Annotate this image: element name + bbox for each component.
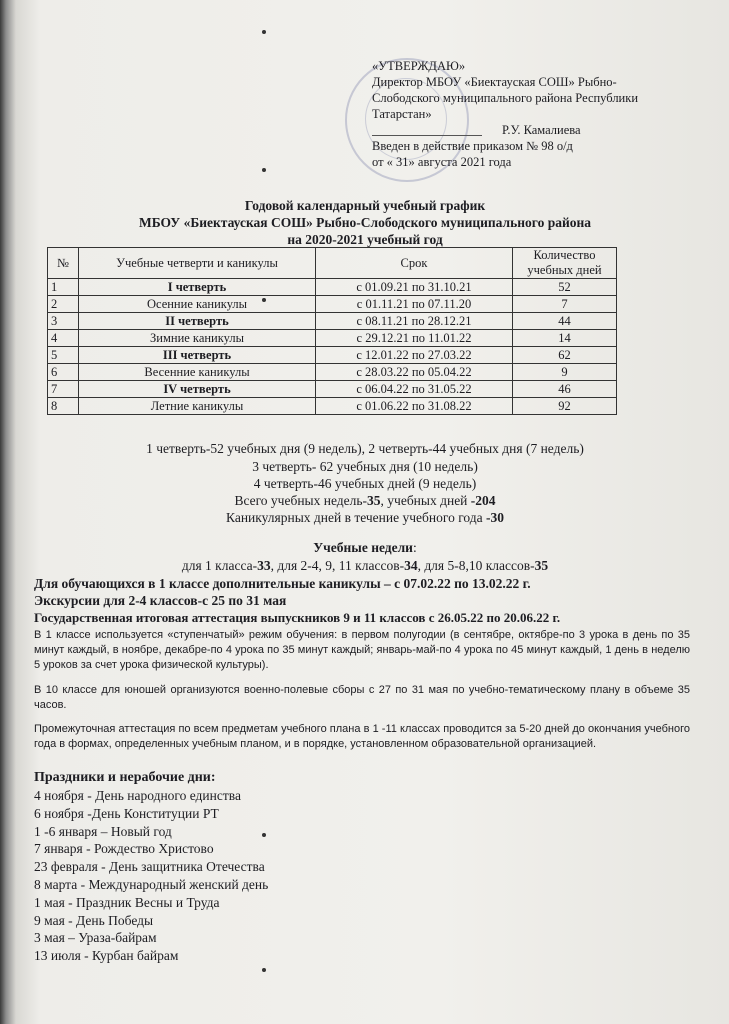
row-days: 62 xyxy=(513,347,617,364)
row-num: 4 xyxy=(48,330,79,347)
row-term: с 01.11.21 по 07.11.20 xyxy=(316,296,513,313)
header-days: Количество учебных дней xyxy=(513,248,617,279)
approval-order: Введен в действие приказом № 98 о/д xyxy=(372,139,573,153)
list-item: 7 января - Рождество Христово xyxy=(34,841,214,857)
header-period: Учебные четверти и каникулы xyxy=(79,248,316,279)
list-item: 1 мая - Праздник Весны и Труда xyxy=(34,894,220,910)
total-days-value: -204 xyxy=(470,493,496,508)
row-num: 8 xyxy=(48,398,79,415)
header-term: Срок xyxy=(316,248,513,279)
header-num: № xyxy=(48,248,79,279)
approval-header: «УТВЕРЖДАЮ» xyxy=(372,59,466,73)
list-item: 3 мая – Ураза-байрам xyxy=(34,930,157,946)
approval-line2: Слободского муниципального района Республики xyxy=(372,91,639,105)
total-days-label: , учебных дней xyxy=(380,493,471,508)
vacation-days-value: -30 xyxy=(486,510,504,525)
row-days: 9 xyxy=(513,364,617,381)
table-row xyxy=(48,296,617,313)
list-item: 6 ноября -День Конституции РТ xyxy=(34,805,219,821)
weeks-heading: Учебные недели: xyxy=(313,540,417,555)
table-row xyxy=(48,313,617,330)
table-row xyxy=(48,381,617,398)
row-num: 5 xyxy=(48,347,79,364)
row-term: с 01.06.22 по 31.08.22 xyxy=(316,398,513,415)
row-period: Зимние каникулы xyxy=(79,330,316,347)
row-period: IV четверть xyxy=(79,381,316,398)
doc-title-line2: МБОУ «Биектауская СОШ» Рыбно-Слободского муниципального района xyxy=(138,215,592,230)
row-term: с 29.12.21 по 11.01.22 xyxy=(316,330,513,347)
row-period: Весенние каникулы xyxy=(79,364,316,381)
punch-hole xyxy=(262,968,266,972)
row-term: с 08.11.21 по 28.12.21 xyxy=(316,313,513,330)
row-days: 46 xyxy=(513,381,617,398)
punch-hole xyxy=(262,833,266,837)
list-item: 9 мая - День Победы xyxy=(34,912,154,928)
row-days: 44 xyxy=(513,313,617,330)
approval-signer: Р.У. Камалиева xyxy=(502,123,581,137)
table-row xyxy=(48,398,617,415)
list-item: 13 июля - Курбан байрам xyxy=(34,948,179,964)
row-num: 7 xyxy=(48,381,79,398)
summary-line3: 4 четверть-46 учебных дней (9 недель) xyxy=(253,476,477,491)
table-row xyxy=(48,347,617,364)
total-weeks-value: 35 xyxy=(367,493,381,508)
row-term: с 28.03.22 по 05.04.22 xyxy=(316,364,513,381)
row-term: с 12.01.22 по 27.03.22 xyxy=(316,347,513,364)
row-term: с 01.09.21 по 31.10.21 xyxy=(316,279,513,296)
military-paragraph: В 10 классе для юношей организуются военно-полевые сборы с 27 по 31 мая по учебно-тематическому плану в объеме 35 часов. xyxy=(34,684,690,711)
table-row xyxy=(48,364,617,381)
row-days: 14 xyxy=(513,330,617,347)
row-period: III четверть xyxy=(79,347,316,364)
approval-line3: Татарстан» xyxy=(372,107,432,121)
row-num: 6 xyxy=(48,364,79,381)
row-period: II четверть xyxy=(79,313,316,330)
row-num: 2 xyxy=(48,296,79,313)
row-num: 1 xyxy=(48,279,79,296)
approval-block xyxy=(372,58,672,170)
step-mode-paragraph: В 1 классе используется «ступенчатый» режим обучения: в первом полугодии (в сентябре, октябре-по 3 урока в день по 35 минут каждый, в ноябре, декабре-по 4 урока по 35 минут каждый; январь-май-по 4 урока по 45 минут каждый, 1 день в неделю 5 уроков за счет урока физической культуры). xyxy=(34,629,690,671)
list-item: 4 ноября - День народного единства xyxy=(34,788,241,803)
row-days: 92 xyxy=(513,398,617,415)
signature xyxy=(372,135,482,136)
row-period: I четверть xyxy=(79,279,316,296)
summary-line2: 3 четверть- 62 учебных дня (10 недель) xyxy=(252,459,478,474)
list-item: 23 февраля - День защитника Отечества xyxy=(34,859,265,875)
summary-line1: 1 четверть-52 учебных дня (9 недель), 2 четверть-44 учебных дня (7 недель) xyxy=(146,441,584,456)
punch-hole xyxy=(262,168,266,172)
table-row xyxy=(48,330,617,347)
punch-hole xyxy=(262,298,266,302)
holidays-list xyxy=(34,787,268,965)
summary-line5 xyxy=(30,509,700,526)
extra-holidays-note: Для обучающихся в 1 классе дополнительные каникулы – с 07.02.22 по 13.02.22 г. xyxy=(34,576,531,591)
row-term: с 06.04.22 по 31.05.22 xyxy=(316,381,513,398)
row-num: 3 xyxy=(48,313,79,330)
weeks-line: для 1 класса-33, для 2-4, 9, 11 классов-34, для 5-8,10 классов-35 xyxy=(181,558,549,573)
intermediate-paragraph: Промежуточная аттестация по всем предметам учебного плана в 1 -11 классах проводится за 5-20 дней до окончания учебного года в формах, определенных учебным планом, и в порядке, установленном образовательной организацией. xyxy=(34,723,690,750)
row-period: Летние каникулы xyxy=(79,398,316,415)
list-item: 8 марта - Международный женский день xyxy=(34,876,269,892)
attestation-note: Государственная итоговая аттестация выпускников 9 и 11 классов с 26.05.22 по 20.06.22 г. xyxy=(34,610,561,625)
approval-date: от « 31» августа 2021 года xyxy=(372,155,512,169)
holidays-heading: Праздники и нерабочие дни: xyxy=(34,770,216,785)
punch-hole xyxy=(262,30,266,34)
summary-line4 xyxy=(30,492,700,509)
schedule-table xyxy=(47,247,617,415)
table-row xyxy=(48,279,617,296)
excursions-note: Экскурсии для 2-4 классов-с 25 по 31 мая xyxy=(34,593,287,608)
doc-title-line3: на 2020-2021 учебный год xyxy=(287,232,443,247)
vacation-days-label: Каникулярных дней в течение учебного года xyxy=(226,510,486,525)
table-header-row xyxy=(48,248,617,279)
approval-line1: Директор МБОУ «Биектауская СОШ» Рыбно- xyxy=(372,75,617,89)
row-days: 52 xyxy=(513,279,617,296)
row-period: Осенние каникулы xyxy=(79,296,316,313)
row-days: 7 xyxy=(513,296,617,313)
total-weeks-label: Всего учебных недель- xyxy=(234,493,368,508)
list-item: 1 -6 января – Новый год xyxy=(34,823,172,839)
doc-title-line1: Годовой календарный учебный график xyxy=(244,198,486,213)
